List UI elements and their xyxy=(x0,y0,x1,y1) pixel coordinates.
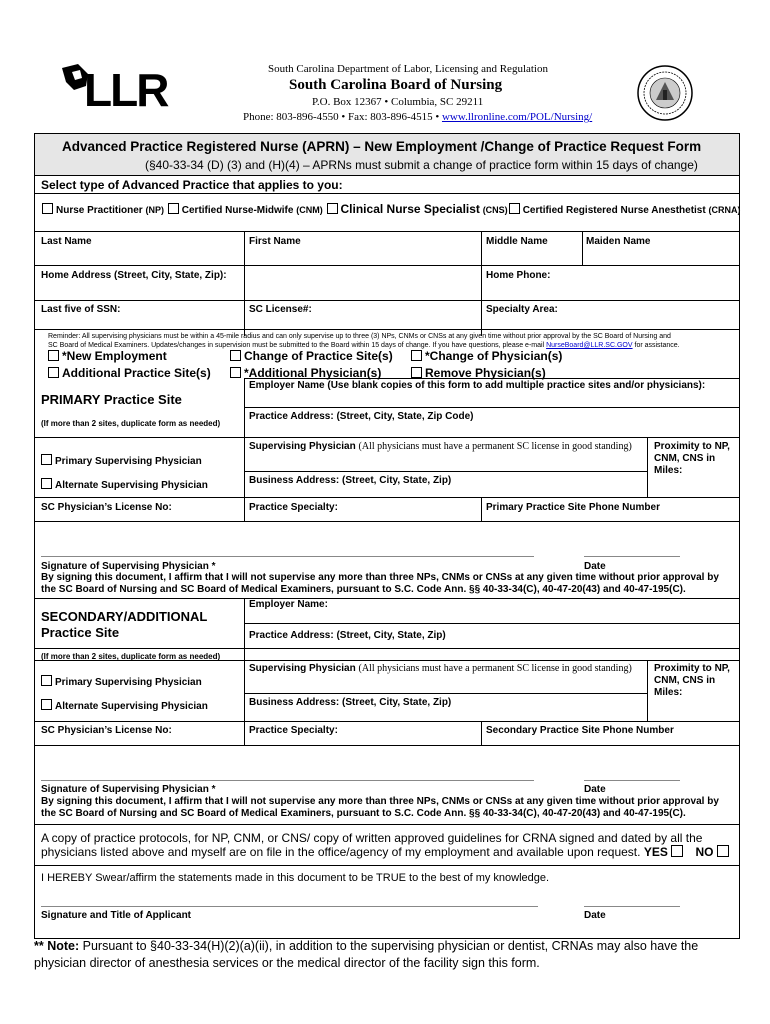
primary-employer-field[interactable]: Employer Name (Use blank copies of this form to add multiple practice sites and/or physicians): xyxy=(249,380,706,391)
secondary-date-label: Date xyxy=(584,784,606,795)
primary-primary-physician-checkbox[interactable] xyxy=(41,454,52,465)
opt-change-practice-sites xyxy=(230,349,393,363)
new-employment-checkbox[interactable] xyxy=(48,350,59,361)
secondary-specialty-field[interactable]: Practice Specialty: xyxy=(249,725,338,736)
header-board: South Carolina Board of Nursing xyxy=(289,77,503,93)
applicant-signature-label: Signature and Title of Applicant xyxy=(41,910,192,921)
cns-abbr: (CNS) xyxy=(482,205,508,215)
np-label: Nurse Practitioner xyxy=(56,205,143,216)
specialty-area-field[interactable]: Specialty Area: xyxy=(486,304,558,315)
llr-logo-text: LLR xyxy=(84,64,168,116)
secondary-alternate-physician xyxy=(41,699,208,712)
secondary-signature-line[interactable] xyxy=(41,780,534,781)
protocols-text: A copy of practice protocols, for NP, CNM, or CNS/ copy of written approved guidelines for CRNA signed and dated by all the physicians listed above and myself are on file in the office/agency of my employment and available upon request. xyxy=(41,831,703,859)
cnm-abbr: (CNM) xyxy=(296,205,323,215)
reminder-text xyxy=(48,332,680,350)
np-abbr: (NP) xyxy=(145,205,164,215)
change-physicians-checkbox[interactable] xyxy=(411,350,422,361)
primary-affirm-text: By signing this document, I affirm that I will not supervise any more than three NPs, CNMs or CNSs at any given time without prior approval by the SC Board of Nursing and SC Board of Medical Examiners, pursuant to S.C. Code Ann. §§ 40-33-34(C), 40-47-20(43) and 40-47-195(C). xyxy=(41,572,719,595)
header-address: P.O. Box 12367 • Columbia, SC 29211 xyxy=(312,96,484,108)
form-subtitle: (§40-33-34 (D) (3) and (H)(4) – APRNs must submit a change of practice form within 15 days of change) xyxy=(145,158,698,172)
last-name-field[interactable]: Last Name xyxy=(41,236,92,247)
form-title: Advanced Practice Registered Nurse (APRN) – New Employment /Change of Practice Request Form xyxy=(62,139,702,154)
secondary-alternate-physician-checkbox[interactable] xyxy=(41,699,52,710)
crna-abbr: (CRNA) xyxy=(708,205,741,215)
primary-phone-field[interactable]: Primary Practice Site Phone Number xyxy=(486,502,660,513)
cnm-label: Certified Nurse-Midwife xyxy=(181,205,294,216)
additional-physicians-checkbox[interactable] xyxy=(230,367,241,378)
header-contact xyxy=(243,111,592,123)
primary-sup-physician-header xyxy=(249,441,632,452)
no-label: NO xyxy=(695,845,714,859)
first-name-field[interactable]: First Name xyxy=(249,236,301,247)
reminder-line-2-end: for assistance. xyxy=(634,342,680,349)
opt-change-physicians xyxy=(411,349,562,363)
cnm-checkbox[interactable] xyxy=(168,203,179,214)
practice-types-row xyxy=(42,202,740,216)
additional-sites-label: Additional Practice Site(s) xyxy=(62,366,211,380)
footnote-label: ** Note: xyxy=(34,939,80,953)
opt-additional-sites xyxy=(48,366,211,380)
ssn-field[interactable]: Last five of SSN: xyxy=(41,304,121,315)
change-practice-sites-label: Change of Practice Site(s) xyxy=(244,349,393,363)
header-phone-fax: Phone: 803-896-4550 • Fax: 803-896-4515 • xyxy=(243,111,440,123)
primary-practice-address-field[interactable]: Practice Address: (Street, City, State, Zip Code) xyxy=(249,411,474,422)
new-employment-label: *New Employment xyxy=(62,349,167,363)
primary-alternate-physician-checkbox[interactable] xyxy=(41,478,52,489)
primary-primary-physician-label: Primary Supervising Physician xyxy=(55,456,202,467)
maiden-name-field[interactable]: Maiden Name xyxy=(586,236,651,247)
sc-license-field[interactable]: SC License#: xyxy=(249,304,312,315)
primary-primary-physician xyxy=(41,454,202,467)
secondary-alternate-physician-label: Alternate Supervising Physician xyxy=(55,701,208,712)
cns-checkbox[interactable] xyxy=(327,203,338,214)
remove-physicians-checkbox[interactable] xyxy=(411,367,422,378)
primary-alternate-physician-label: Alternate Supervising Physician xyxy=(55,480,208,491)
secondary-sup-label: Supervising Physician xyxy=(249,663,356,674)
primary-signature-line[interactable] xyxy=(41,556,534,557)
secondary-phone-field[interactable]: Secondary Practice Site Phone Number xyxy=(486,725,674,736)
footnote-text: Pursuant to §40-33-34(H)(2)(a)(ii), in addition to the supervising physician or dentist, CRNAs may also have the physician director of anesthesia services or the medical director of the facility sign this form. xyxy=(34,939,699,970)
primary-sup-label: Supervising Physician xyxy=(249,441,356,452)
secondary-employer-field[interactable]: Employer Name: xyxy=(249,599,328,610)
primary-heading: PRIMARY Practice Site xyxy=(41,392,182,407)
header-dept: South Carolina Department of Labor, Licensing and Regulation xyxy=(268,63,548,75)
reminder-line-2-text: SC Board of Medical Examiners. Updates/changes in supervision must be submitted to the Board within 15 days of change. If you have questions, please e-mail xyxy=(48,342,545,349)
primary-date-label: Date xyxy=(584,561,606,572)
change-practice-sites-checkbox[interactable] xyxy=(230,350,241,361)
primary-sup-note: (All physicians must have a permanent SC license in good standing) xyxy=(358,441,632,452)
secondary-primary-physician-checkbox[interactable] xyxy=(41,675,52,686)
secondary-license-no-field[interactable]: SC Physician’s License No: xyxy=(41,725,172,736)
reminder-line-1: Reminder: All supervising physicians must be within a 45-mile radius and can only supervise up to three (3) NPs, CNMs or CNSs at any given time without prior approval by the SC Board of Nursing and xyxy=(48,333,671,340)
secondary-primary-physician xyxy=(41,675,202,688)
additional-physicians-label: *Additional Physician(s) xyxy=(244,366,382,380)
applicant-date-label: Date xyxy=(584,910,606,921)
cns-label: Clinical Nurse Specialist xyxy=(340,202,480,216)
swear-statement: I HEREBY Swear/affirm the statements made in this document to be TRUE to the best of my knowledge. xyxy=(41,872,550,884)
primary-business-address-field[interactable]: Business Address: (Street, City, State, Zip) xyxy=(249,475,452,486)
additional-sites-checkbox[interactable] xyxy=(48,367,59,378)
applicant-date-line[interactable] xyxy=(584,906,680,907)
secondary-heading: SECONDARY/ADDITIONAL Practice Site xyxy=(41,609,208,640)
primary-alternate-physician xyxy=(41,478,208,491)
protocols-statement xyxy=(41,831,739,859)
yes-label: YES xyxy=(643,845,668,859)
primary-license-no-field[interactable]: SC Physician’s License No: xyxy=(41,502,172,513)
middle-name-field[interactable]: Middle Name xyxy=(486,236,548,247)
primary-proximity-field[interactable]: Proximity to NP, CNM, CNS in Miles: xyxy=(654,441,730,476)
nurseboard-email-link[interactable]: NurseBoard@LLR.SC.GOV xyxy=(546,342,633,349)
yes-checkbox[interactable] xyxy=(671,845,683,857)
primary-specialty-field[interactable]: Practice Specialty: xyxy=(249,502,338,513)
change-physicians-label: *Change of Physician(s) xyxy=(425,349,563,363)
home-phone-field[interactable]: Home Phone: xyxy=(486,270,551,281)
np-checkbox[interactable] xyxy=(42,203,53,214)
secondary-signature-label: Signature of Supervising Physician * xyxy=(41,784,216,795)
crna-label: Certified Registered Nurse Anesthetist xyxy=(522,205,706,216)
website-link[interactable]: www.llronline.com/POL/Nursing/ xyxy=(441,111,593,123)
opt-new-employment xyxy=(48,349,167,363)
state-seal-icon xyxy=(636,64,694,122)
secondary-practice-address-field[interactable]: Practice Address: (Street, City, State, Zip) xyxy=(249,630,446,641)
remove-physicians-label: Remove Physician(s) xyxy=(425,366,546,380)
llr-logo xyxy=(60,60,195,115)
secondary-affirm-text: By signing this document, I affirm that I will not supervise any more than three NPs, CNMs or CNSs at any given time without prior approval by the SC Board of Nursing and SC Board of Medical Examiners, pursuant to S.C. Code Ann. §§ 40-33-34(C), 40-47-20(43) and 40-47-195(C). xyxy=(41,796,719,819)
secondary-date-line[interactable] xyxy=(584,780,680,781)
secondary-business-address-field[interactable]: Business Address: (Street, City, State, Zip) xyxy=(249,697,452,708)
secondary-sup-physician-header xyxy=(249,663,632,674)
crna-checkbox[interactable] xyxy=(509,203,520,214)
state-seal xyxy=(636,64,694,122)
secondary-proximity-field[interactable]: Proximity to NP, CNM, CNS in Miles: xyxy=(654,663,730,698)
footnote xyxy=(34,938,740,972)
secondary-sup-note: (All physicians must have a permanent SC license in good standing) xyxy=(358,663,632,674)
primary-signature-label: Signature of Supervising Physician * xyxy=(41,561,216,572)
home-address-field[interactable]: Home Address (Street, City, State, Zip): xyxy=(41,270,227,281)
primary-duplicate-note: (If more than 2 sites, duplicate form as needed) xyxy=(41,419,221,428)
secondary-duplicate-note: (If more than 2 sites, duplicate form as needed) xyxy=(41,652,221,661)
secondary-primary-physician-label: Primary Supervising Physician xyxy=(55,677,202,688)
no-checkbox[interactable] xyxy=(717,845,729,857)
select-type-label: Select type of Advanced Practice that applies to you: xyxy=(41,178,343,192)
applicant-signature-line[interactable] xyxy=(41,906,538,907)
primary-date-line[interactable] xyxy=(584,556,680,557)
